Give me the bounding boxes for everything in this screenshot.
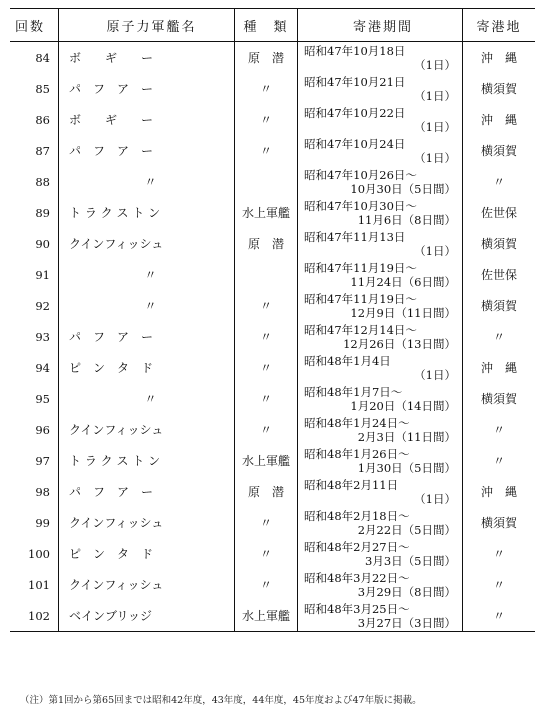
table-row [10,290,535,321]
cell-ship-type: 〃 [235,507,298,538]
period-start: 昭和48年1月26日～ [304,446,410,461]
cell-port: 〃 [463,166,536,197]
period-start: 昭和47年11月19日～ [304,291,417,306]
period-start: 昭和47年11月19日～ [304,260,417,275]
cell-ship-name: 〃 [59,290,235,321]
table-row [10,507,535,538]
cell-period [298,197,463,228]
table-row [10,476,535,507]
port-call-table [10,8,535,632]
cell-no: 91 [35,267,50,282]
cell-period [298,476,463,507]
period-duration: 3月3日（5日間） [365,553,456,568]
cell-port: 沖 縄 [463,104,536,135]
cell-no: 100 [28,546,50,561]
cell-port: 〃 [463,321,536,352]
period-duration: 2月3日（11日間） [357,429,456,444]
period-duration: （1日） [414,119,456,134]
cell-period [298,445,463,476]
period-duration: （1日） [414,243,456,258]
cell-ship-name: クインフィッシュ [59,414,235,445]
table-row [10,73,535,104]
cell-period [298,321,463,352]
table-row [10,600,535,632]
cell-period [298,42,463,74]
period-start: 昭和47年10月30日～ [304,198,417,213]
cell-period [298,290,463,321]
cell-period [298,352,463,383]
cell-no: 84 [35,50,50,65]
header-no: 回数 [10,9,59,42]
header-ship: 原子力軍艦名 [59,9,235,42]
table-row [10,197,535,228]
cell-ship-name: ピ ン タ ド [59,538,235,569]
cell-port: 沖 縄 [463,352,536,383]
period-duration: 1月30日（5日間） [357,460,456,475]
cell-period [298,166,463,197]
cell-ship-name: クインフィッシュ [59,569,235,600]
cell-ship-type: 〃 [235,73,298,104]
period-start: 昭和48年2月11日 [304,477,399,492]
cell-no: 99 [35,515,50,530]
cell-ship-name: ベインブリッジ [59,600,235,632]
cell-ship-name: クインフィッシュ [59,228,235,259]
cell-no: 102 [10,600,59,632]
cell-port: 沖 縄 [463,42,536,74]
cell-ship-type: 水上軍艦 [235,197,298,228]
period-duration: 1月20日（14日間） [350,398,456,413]
cell-port: 横須賀 [463,290,536,321]
cell-period [298,104,463,135]
period-start: 昭和48年1月4日 [304,353,391,368]
cell-period [298,507,463,538]
table-row [10,321,535,352]
period-start: 昭和47年12月14日～ [304,322,417,337]
cell-ship-type: 原 潜 [235,42,298,74]
cell-period [298,538,463,569]
cell-port: 〃 [463,538,536,569]
cell-period [298,600,463,632]
cell-ship-name: 〃 [59,383,235,414]
table-row [10,352,535,383]
period-start: 昭和47年10月26日～ [304,167,417,182]
period-duration: （1日） [414,88,456,103]
period-duration: 12月26日（13日間） [343,336,456,351]
cell-ship-type: 〃 [235,538,298,569]
cell-no: 101 [28,577,50,592]
cell-no: 92 [35,298,50,313]
period-start: 昭和48年2月27日～ [304,539,410,554]
period-duration: （1日） [414,491,456,506]
period-duration: 3月27日（3日間） [357,615,456,630]
period-duration: 10月30日（5日間） [350,181,456,196]
period-start: 昭和47年10月24日 [304,136,406,151]
cell-no: 93 [35,329,50,344]
header-type: 種 類 [235,9,298,42]
period-start: 昭和47年11月13日 [304,229,406,244]
cell-port: 横須賀 [463,507,536,538]
cell-no: 88 [35,174,50,189]
cell-port: 横須賀 [463,228,536,259]
cell-ship-type: 原 潜 [235,228,298,259]
table-row [10,42,535,74]
period-start: 昭和48年1月24日～ [304,415,410,430]
cell-port: 〃 [463,414,536,445]
cell-ship-name: ピ ン タ ド [59,352,235,383]
period-start: 昭和48年3月25日～ [304,601,410,616]
cell-ship-type: 〃 [235,321,298,352]
cell-no: 90 [35,236,50,251]
cell-ship-name: パ フ ア ー [59,476,235,507]
table-row [10,538,535,569]
cell-ship-type: 〃 [235,104,298,135]
period-duration: 2月22日（5日間） [357,522,456,537]
cell-no: 96 [35,422,50,437]
cell-ship-type: 〃 [235,352,298,383]
cell-port: 横須賀 [463,135,536,166]
period-start: 昭和48年3月22日～ [304,570,410,585]
period-duration: 3月29日（8日間） [357,584,456,599]
cell-ship-name: ト ラ ク ス ト ン [59,445,235,476]
cell-period [298,414,463,445]
cell-port: 〃 [463,569,536,600]
cell-ship-name: ト ラ ク ス ト ン [59,197,235,228]
cell-no: 89 [35,205,50,220]
cell-ship-name: パ フ ア ー [59,73,235,104]
table-row [10,414,535,445]
cell-no: 85 [35,81,50,96]
cell-ship-name: 〃 [59,166,235,197]
cell-port: 横須賀 [463,73,536,104]
cell-ship-name: クインフィッシュ [59,507,235,538]
cell-no: 94 [35,360,50,375]
cell-port: 〃 [463,445,536,476]
cell-ship-name: ボ ギ ー [59,42,235,74]
table-row [10,166,535,197]
cell-ship-type [235,259,298,290]
period-start: 昭和48年2月18日～ [304,508,410,523]
cell-no: 95 [35,391,50,406]
cell-period [298,228,463,259]
cell-ship-type: 〃 [235,569,298,600]
table-header-row [10,9,535,42]
period-duration: 11月6日（8日間） [357,212,456,227]
table-row [10,135,535,166]
cell-ship-type: 〃 [235,135,298,166]
table-row [10,445,535,476]
cell-no: 87 [35,143,50,158]
table-row [10,259,535,290]
period-start: 昭和47年10月21日 [304,74,406,89]
period-duration: （1日） [414,57,456,72]
cell-ship-name: 〃 [59,259,235,290]
cell-ship-name: パ フ ア ー [59,321,235,352]
cell-ship-type: 〃 [235,290,298,321]
cell-period [298,569,463,600]
table-row [10,104,535,135]
period-start: 昭和47年10月22日 [304,105,406,120]
cell-no: 97 [35,453,50,468]
cell-ship-type: 〃 [235,414,298,445]
cell-period [298,383,463,414]
cell-period [298,73,463,104]
cell-ship-name: ボ ギ ー [59,104,235,135]
table-row [10,569,535,600]
period-duration: 11月24日（6日間） [350,274,456,289]
cell-period [298,259,463,290]
cell-port: 佐世保 [463,197,536,228]
header-port: 寄港地 [463,9,536,42]
cell-no: 98 [35,484,50,499]
table-row [10,383,535,414]
cell-ship-type: 原 潜 [235,476,298,507]
table-row [10,228,535,259]
cell-no: 86 [35,112,50,127]
footnote: （注）第1回から第65回までは昭和42年度，43年度，44年度，45年度および47年版に掲載。 [20,695,422,706]
cell-ship-type: 水上軍艦 [235,600,298,632]
cell-period [298,135,463,166]
period-duration: （1日） [414,150,456,165]
cell-port: 佐世保 [463,259,536,290]
cell-ship-type [235,166,298,197]
period-start: 昭和47年10月18日 [304,43,406,58]
cell-port: 横須賀 [463,383,536,414]
cell-port: 〃 [463,600,536,632]
period-start: 昭和48年1月7日～ [304,384,403,399]
cell-ship-type: 水上軍艦 [235,445,298,476]
header-period: 寄港期間 [298,9,463,42]
cell-ship-type: 〃 [235,383,298,414]
table-body [10,42,535,632]
cell-ship-name: パ フ ア ー [59,135,235,166]
period-duration: （1日） [414,367,456,382]
cell-port: 沖 縄 [463,476,536,507]
period-duration: 12月9日（11日間） [350,305,456,320]
